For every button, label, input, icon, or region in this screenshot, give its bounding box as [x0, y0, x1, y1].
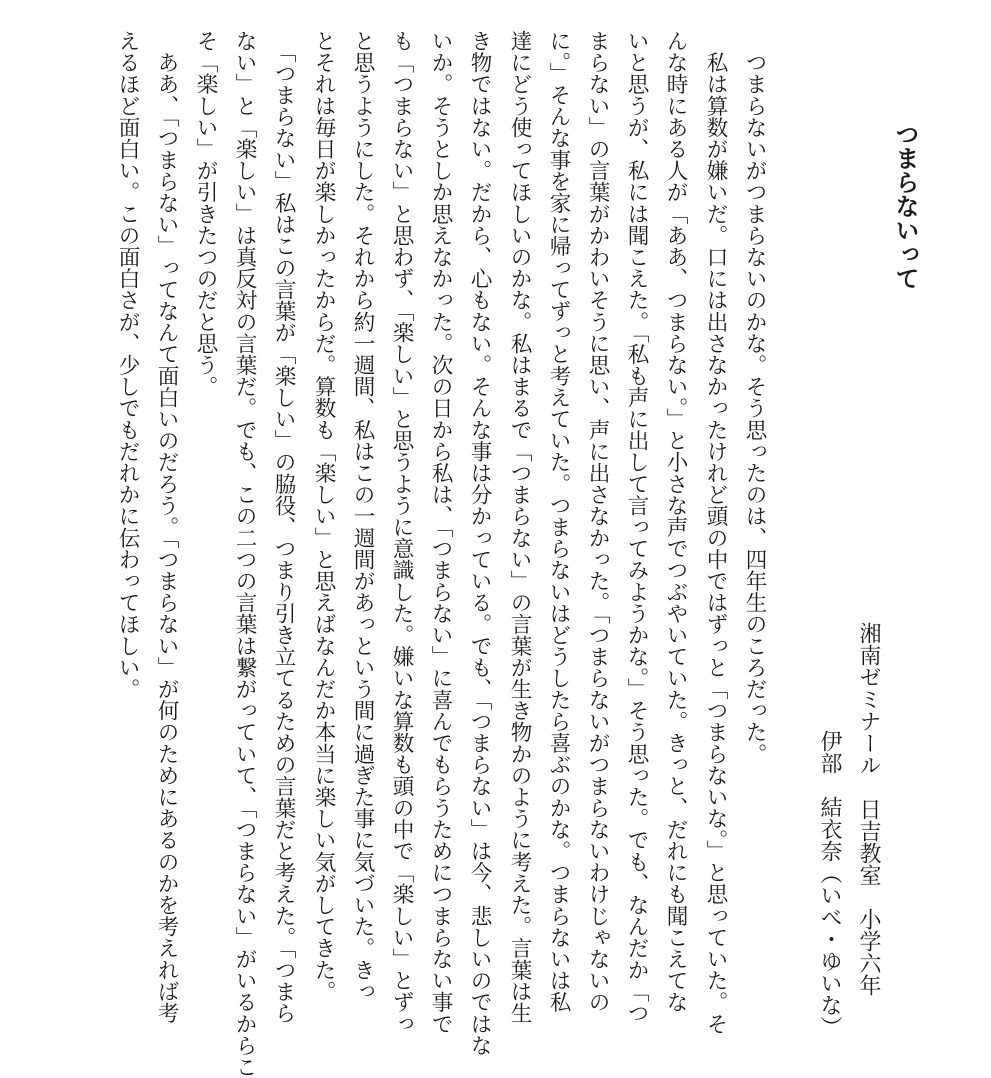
body-line: いか。そうとしか思えなかった。次の日から私は、「つまらない」に喜んでもらうためにつまらない事で — [428, 30, 453, 1035]
body-line: 達にどう使ってほしいのかな。私はまるで「つまらない」の言葉が生き物かのように考えた。言葉は生 — [507, 30, 532, 1024]
body-line: 私は算数が嫌いだ。口には出さなかったけれど頭の中ではずっと「つまらないな。」と思っていた。そ — [703, 30, 728, 1035]
body-line: とそれは毎日が楽しかったからだ。算数も「楽しい」と思えばなんだか本当に楽しい気がしてきた。 — [311, 30, 336, 1002]
body-line: いと思うが、私には聞こえた。「私も声に出して言ってみようかな。」そう思った。でも、なんだか「つ — [624, 30, 649, 1024]
body-line: き物ではない。だから、心もない。そんな事は分かっている。でも、「つまらない」は今、悲しいのではな — [467, 30, 492, 1056]
body-line: に。」そんな事を家に帰ってずっと考えていた。つまらないはどうしたら喜ぶのかな。つまらないは私 — [546, 30, 571, 1013]
body-line: んな時にある人が「ああ、つまらない。」と小さな声でつぶやいていた。きっと、だれにも聞こえてな — [663, 30, 688, 1013]
body-line: ああ、「つまらない」ってなんて面白いのだろう。「つまらない」が何のためにあるのかを考えれば考 — [154, 30, 179, 1024]
body-line: つまらないがつまらないのかな。そう思ったのは、四年生のころだった。 — [742, 30, 767, 765]
body-line: も「つまらない」と思わず、「楽しい」と思うように意識した。嫌いな算数も頭の中で「楽しい」とずっ — [389, 30, 414, 1035]
author-name-line: 伊部 結衣奈（いべ・ゆいな） — [817, 730, 842, 1038]
body-line: ない」と「楽しい」は真反対の言葉だ。でも、この二つの言葉は繋がっていて、「つまらない」がいるからこ — [232, 30, 257, 1078]
body-line: 「つまらない」私はこの言葉が「楽しい」の脇役、つまり引き立てるための言葉だと考えた。「つまら — [271, 30, 296, 1024]
body-line: そ「楽しい」が引きたつのだと思う。 — [193, 30, 218, 398]
essay-title: つまらないって — [891, 122, 920, 290]
author-school-line: 湘南ゼミナール 日吉教室 小学六年 — [856, 622, 881, 996]
body-line: えるほど面白い。この面白さが、少しでもだれかに伝わってほしい。 — [115, 30, 140, 700]
body-line: まらない」の言葉がかわいそうに思い、声に出さなかった。「つまらないがつまらないわけじゃないの — [585, 30, 610, 1013]
body-line: と思うようにした。それから約一週間、私はこの一週間があっという間に過ぎた事に気づいた。きっ — [350, 30, 375, 1002]
